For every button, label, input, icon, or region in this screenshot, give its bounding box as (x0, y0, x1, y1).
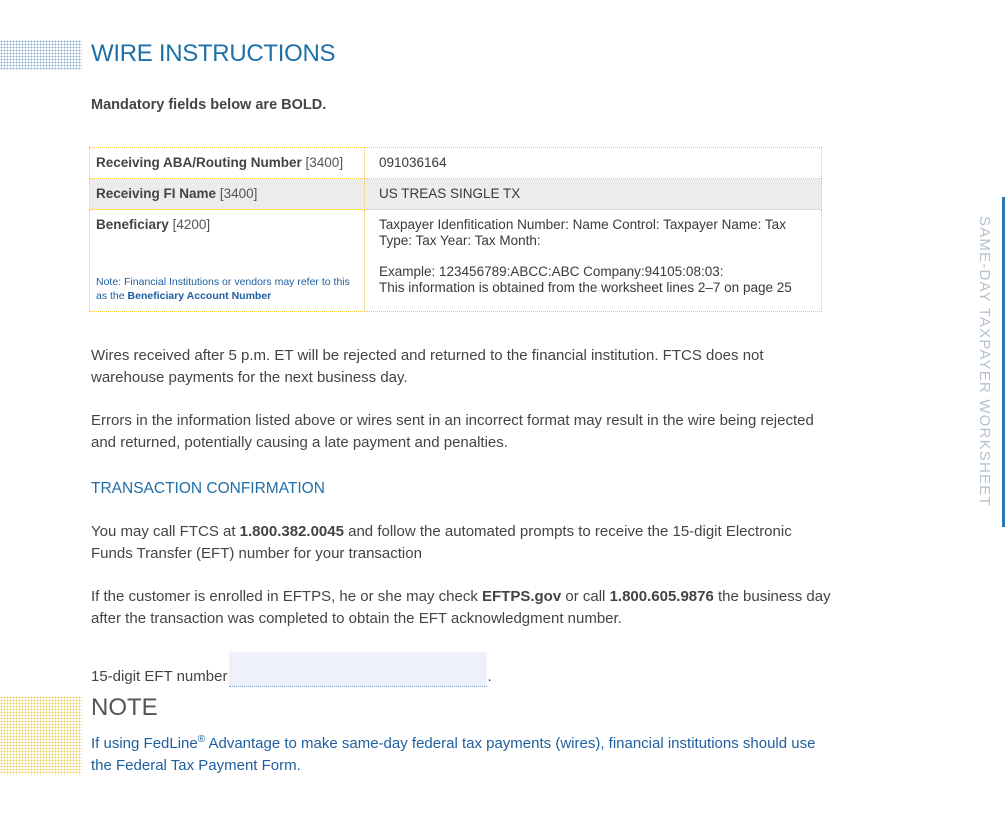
field-code: [3400] (219, 186, 258, 201)
eftps-site: EFTPS.gov (482, 588, 562, 605)
table-row (90, 179, 822, 210)
beneficiary-example-line: Example: 123456789:ABCC:ABC Company:94105:08:03: (379, 264, 724, 279)
field-value: US TREAS SINGLE TX (365, 179, 822, 210)
side-section-tab (976, 216, 1006, 512)
field-label: Receiving ABA/Routing Number (96, 155, 302, 170)
side-section-label: SAME-DAY TAXPAYER WORKSHEET (976, 216, 993, 507)
eftps-phone-number: 1.800.605.9876 (609, 588, 714, 605)
eftps-paragraph (91, 586, 831, 630)
field-label-cell (90, 148, 365, 179)
field-code: [4200] (172, 217, 211, 232)
mandatory-fields-note: Mandatory fields below are BOLD. (91, 97, 327, 113)
enrolled-text-mid: or call (565, 588, 606, 605)
field-code: [3400] (305, 155, 344, 170)
note-text-post: Advantage to make same-day federal tax payments (wires), financial institutions should use the Federal Tax Payment Form. (91, 735, 816, 774)
eft-number-input[interactable] (229, 652, 487, 687)
field-label: Beneficiary (96, 217, 169, 232)
eft-number-label: 15-digit EFT number (91, 668, 228, 685)
field-label-cell (90, 179, 365, 210)
transaction-confirmation-heading: TRANSACTION CONFIRMATION (91, 480, 325, 497)
call-text-pre: You may call FTCS at (91, 523, 236, 540)
beneficiary-example (379, 264, 815, 296)
decorative-dot-pattern-bottom (0, 696, 82, 774)
field-value: 091036164 (365, 148, 822, 179)
note-heading: NOTE (91, 694, 158, 721)
errors-paragraph: Errors in the information listed above or wires sent in an incorrect format may result in the wire being rejected and returned, potentially causing a late payment and penalties. (91, 412, 814, 451)
beneficiary-note (96, 275, 358, 303)
field-label: Receiving FI Name (96, 186, 217, 201)
beneficiary-format: Taxpayer Idenfitication Number: Name Control: Taxpayer Name: Tax Type: Tax Year: Tax Month: (379, 217, 786, 248)
page-title: WIRE INSTRUCTIONS (91, 40, 336, 67)
beneficiary-note-bold: Beneficiary Account Number (127, 290, 272, 302)
enrolled-text-pre: If the customer is enrolled in EFTPS, he or she may check (91, 588, 478, 605)
beneficiary-value-cell (365, 210, 822, 312)
table-row (90, 210, 822, 312)
field-label-cell (90, 210, 365, 312)
enrolled-text-post: the business day after the transaction was completed to obtain the EFT acknowledgment number. (91, 588, 831, 627)
side-accent-bar (1002, 197, 1005, 527)
wires-cutoff-paragraph: Wires received after 5 p.m. ET will be rejected and returned to the financial institution. FTCS does not warehouse payments for the next business day. (91, 347, 764, 386)
beneficiary-note-text: Note: Financial Institutions or vendors may refer to this as the (96, 276, 350, 302)
decorative-dot-pattern-top (0, 40, 82, 70)
wire-instructions-table (89, 147, 822, 312)
note-text-pre: If using FedLine (91, 735, 198, 752)
note-paragraph (91, 733, 831, 777)
eft-number-end: . (487, 668, 492, 685)
call-ftcs-paragraph (91, 521, 831, 565)
eft-number-row (91, 650, 492, 685)
table-row (90, 148, 822, 179)
registered-mark: ® (197, 734, 206, 745)
call-text-post: and follow the automated prompts to receive the 15-digit Electronic Funds Transfer (EFT) number for your transaction (91, 523, 792, 562)
beneficiary-source-line: This information is obtained from the worksheet lines 2–7 on page 25 (379, 280, 792, 295)
ftcs-phone-number: 1.800.382.0045 (239, 523, 344, 540)
